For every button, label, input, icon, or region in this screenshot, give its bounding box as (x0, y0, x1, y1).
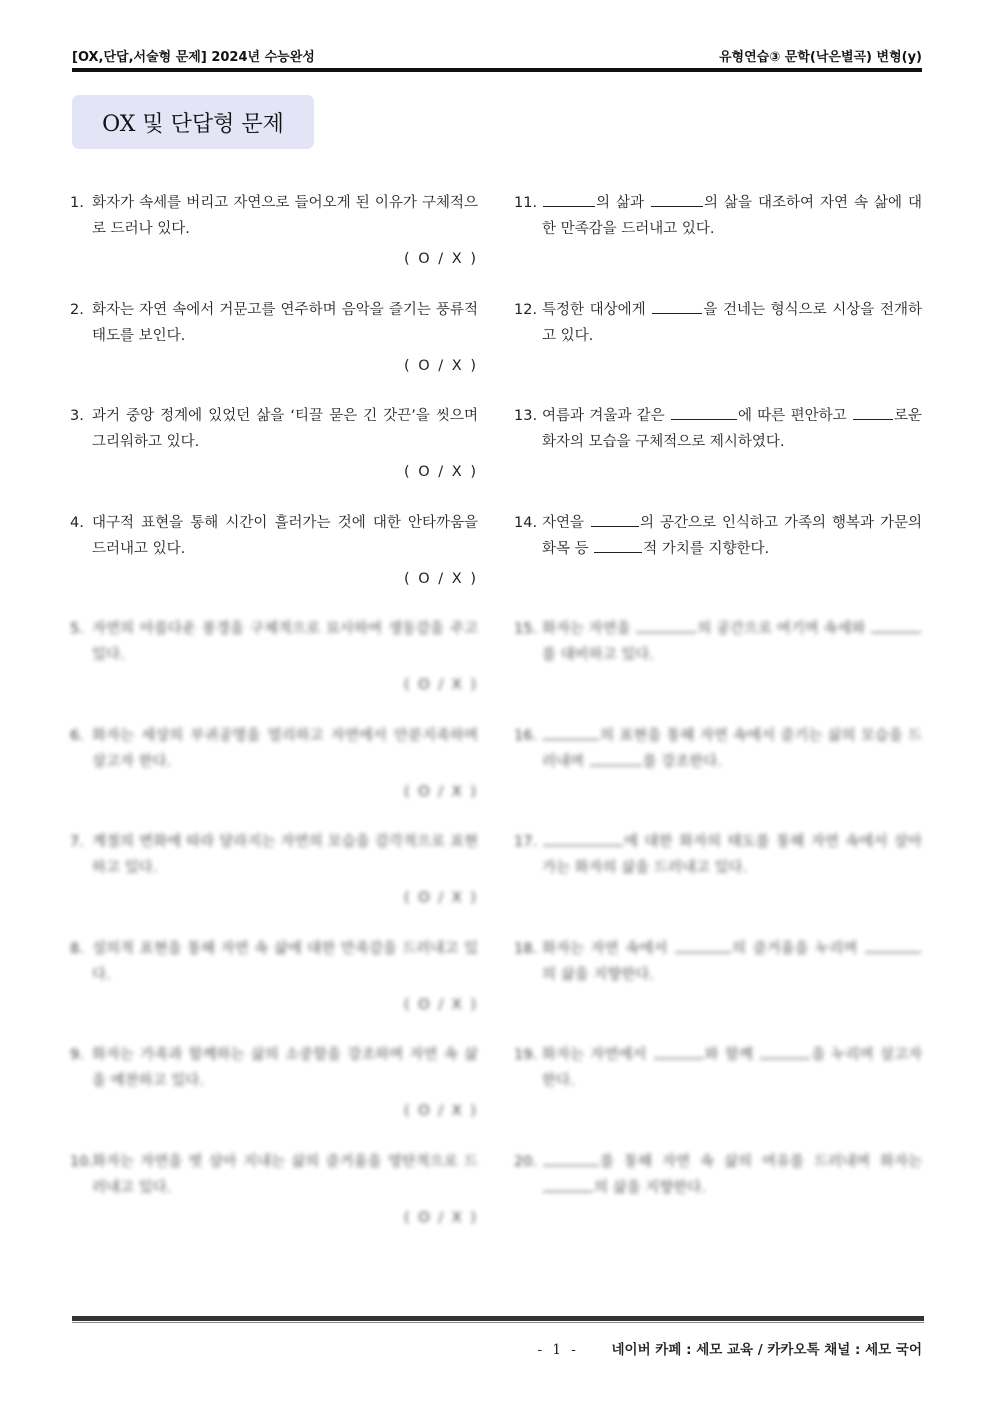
question-text (514, 297, 922, 349)
answer-blank[interactable] (590, 750, 642, 766)
question-text-part: 에 따른 편안하고 (737, 408, 852, 424)
question-text: 설의적 표현을 통해 자연 속 삶에 대한 만족감을 드러내고 있다. (92, 940, 478, 983)
question-number: 9. (70, 1047, 84, 1063)
header-divider (72, 68, 922, 72)
ox-question (70, 1149, 478, 1256)
question-text: 화자는 자연을 벗 삼아 지내는 삶의 즐거움을 영탄적으로 드러내고 있다. (92, 1153, 478, 1196)
question-number: 4. (70, 514, 84, 531)
question-text-part: 적 가치를 지향한다. (643, 540, 770, 557)
ox-question (70, 936, 478, 1043)
question-text: 계절의 변화에 따라 달라지는 자연의 모습을 감각적으로 표현하고 있다. (92, 834, 478, 876)
question-number: 2. (70, 301, 84, 318)
question-number: 11. (514, 195, 538, 211)
question-text: 화자는 가족과 함께하는 삶의 소중함을 강조하며 자연 속 삶을 예찬하고 있다. (92, 1047, 478, 1089)
short-answer-question (514, 297, 922, 404)
short-answer-question (514, 723, 922, 830)
question-number: 1. (70, 195, 84, 211)
answer-blank[interactable] (543, 191, 595, 207)
question-text (514, 723, 922, 775)
question-text-part: 를 강조한다. (642, 753, 722, 770)
ox-question (70, 829, 478, 936)
answer-blank[interactable] (636, 617, 696, 633)
question-text (514, 829, 922, 881)
short-answer-question (514, 936, 922, 1043)
question-text (514, 510, 922, 562)
answer-blank[interactable] (543, 1176, 593, 1192)
question-text: 화자는 세상의 부귀공명을 멀리하고 자연에서 안분지족하며 살고자 한다. (92, 727, 478, 770)
short-answer-question (514, 403, 922, 510)
page-footer (537, 1338, 922, 1358)
question-text-part: 의 즐거움을 누리며 (732, 940, 864, 957)
ox-question (70, 616, 478, 723)
ox-choice[interactable]: ( O / X ) (404, 783, 478, 800)
question-number: 8. (70, 940, 84, 957)
question-text-part: 와 함께 (704, 1047, 760, 1063)
question-text-part: 의 표현을 통해 자연 속에서 즐기는 삶의 모습을 드러내며 (542, 727, 922, 770)
ox-question (70, 1042, 478, 1149)
page-number: - 1 - (537, 1342, 579, 1358)
question-text-part: 화자는 자연을 (542, 621, 636, 637)
question-text-part: 를 통해 자연 속 삶의 여유를 드러내며 화자는 (600, 1153, 922, 1170)
question-number: 18. (514, 940, 538, 957)
question-text-part: 특정한 대상에게 (542, 301, 652, 318)
question-text-part: 를 대비하고 있다. (542, 647, 654, 663)
ox-question (70, 510, 478, 617)
question-text-part: 여름과 겨울과 같은 (542, 408, 670, 424)
question-text: 화자는 자연 속에서 거문고를 연주하며 음악을 즐기는 풍류적 태도를 보인다. (92, 301, 478, 344)
answer-blank[interactable] (865, 937, 921, 953)
question-number: 14. (514, 514, 538, 531)
answer-blank[interactable] (543, 724, 599, 740)
page-header (72, 44, 922, 66)
ox-choice[interactable]: ( O / X ) (404, 357, 478, 374)
answer-blank[interactable] (652, 298, 702, 314)
question-text-part: 자연을 (542, 514, 590, 531)
question-text (514, 1042, 922, 1094)
ox-question (70, 297, 478, 404)
question-text-part: 의 삶과 (596, 195, 650, 211)
question-number: 12. (514, 301, 538, 318)
question-number: 15. (514, 621, 538, 637)
answer-blank[interactable] (543, 1150, 599, 1166)
ox-choice[interactable]: ( O / X ) (404, 251, 478, 267)
question-text: 과거 중앙 정계에 있었던 삶을 ‘티끌 묻은 긴 갓끈’을 씻으며 그리워하고 있다. (92, 408, 478, 450)
answer-blank[interactable] (543, 830, 623, 846)
question-number: 3. (70, 408, 84, 424)
footer-contact: 네이버 카페 : 세모 교육 / 카카오톡 채널 : 세모 국어 (611, 1342, 922, 1358)
answer-blank[interactable] (871, 617, 921, 633)
question-text-part: 에 대한 화자의 태도를 통해 자연 속에서 살아가는 화자의 삶을 드러내고 있다. (542, 834, 922, 876)
question-text-part: 화자는 자연 속에서 (542, 940, 674, 957)
header-left-title: [OX,단답,서술형 문제] 2024년 수능완성 (72, 50, 315, 65)
answer-blank[interactable] (760, 1043, 810, 1059)
question-number: 20. (514, 1153, 538, 1170)
ox-choice[interactable]: ( O / X ) (404, 464, 478, 480)
question-number: 10. (70, 1153, 94, 1170)
question-number: 13. (514, 408, 538, 424)
header-right-title: 유형연습③ 문학(낙은별곡) 변형(y) (719, 50, 922, 65)
answer-blank[interactable] (651, 191, 703, 207)
question-text (514, 936, 922, 988)
question-text-part: 의 공간으로 인식하고 가족의 행복과 가문의 화목 등 (542, 514, 922, 557)
question-text: 대구적 표현을 통해 시간이 흘러가는 것에 대한 안타까움을 드러내고 있다. (92, 514, 478, 557)
answer-blank[interactable] (654, 1043, 704, 1059)
question-text-part: 의 공간으로 여기며 속세와 (697, 621, 871, 637)
footer-divider (72, 1316, 924, 1321)
ox-question (70, 723, 478, 830)
ox-choice[interactable]: ( O / X ) (404, 570, 478, 587)
ox-question-column (70, 190, 478, 1255)
ox-choice[interactable]: ( O / X ) (404, 890, 478, 906)
short-answer-question (514, 510, 922, 617)
question-text: 자연의 아름다운 풍경을 구체적으로 묘사하여 생동감을 주고 있다. (92, 621, 478, 663)
short-answer-column (514, 190, 922, 1255)
short-answer-question (514, 829, 922, 936)
question-number: 19. (514, 1047, 538, 1063)
question-text (514, 616, 922, 668)
question-number: 6. (70, 727, 84, 744)
question-number: 16. (514, 727, 538, 744)
ox-choice[interactable]: ( O / X ) (404, 677, 478, 693)
question-text-part: 화자는 자연에서 (542, 1047, 653, 1063)
question-number: 17. (514, 834, 538, 850)
answer-blank[interactable] (594, 537, 642, 553)
section-title: OX 및 단답형 문제 (72, 95, 314, 149)
question-text (514, 190, 922, 242)
ox-question (70, 403, 478, 510)
question-text-part: 의 삶을 대조하여 자연 속 삶에 대한 만족감을 드러내고 있다. (542, 195, 922, 237)
answer-blank[interactable] (591, 511, 639, 527)
short-answer-question (514, 1042, 922, 1149)
question-text (514, 403, 922, 455)
ox-choice[interactable]: ( O / X ) (404, 1209, 478, 1226)
ox-choice[interactable]: ( O / X ) (404, 996, 478, 1013)
question-text (514, 1149, 922, 1201)
question-number: 7. (70, 834, 84, 850)
short-answer-question (514, 1149, 922, 1256)
question-text-part: 의 삶을 지향한다. (594, 1179, 706, 1196)
answer-blank[interactable] (853, 404, 893, 420)
question-text-part: 을 건네는 형식으로 시상을 전개하고 있다. (542, 301, 922, 344)
short-answer-question (514, 190, 922, 297)
footer-divider-thin (72, 1322, 924, 1323)
question-text: 화자가 속세를 버리고 자연으로 들어오게 된 이유가 구체적으로 드러나 있다. (92, 195, 478, 237)
ox-choice[interactable]: ( O / X ) (404, 1103, 478, 1119)
question-number: 5. (70, 621, 84, 637)
question-text-part: 을 누리며 살고자 한다. (542, 1047, 922, 1089)
question-text-part: 로운 화자의 모습을 구체적으로 제시하였다. (542, 408, 922, 450)
short-answer-question (514, 616, 922, 723)
answer-blank[interactable] (675, 937, 731, 953)
answer-blank[interactable] (671, 404, 737, 420)
question-text-part: 의 삶을 지향한다. (542, 966, 654, 983)
ox-question (70, 190, 478, 297)
